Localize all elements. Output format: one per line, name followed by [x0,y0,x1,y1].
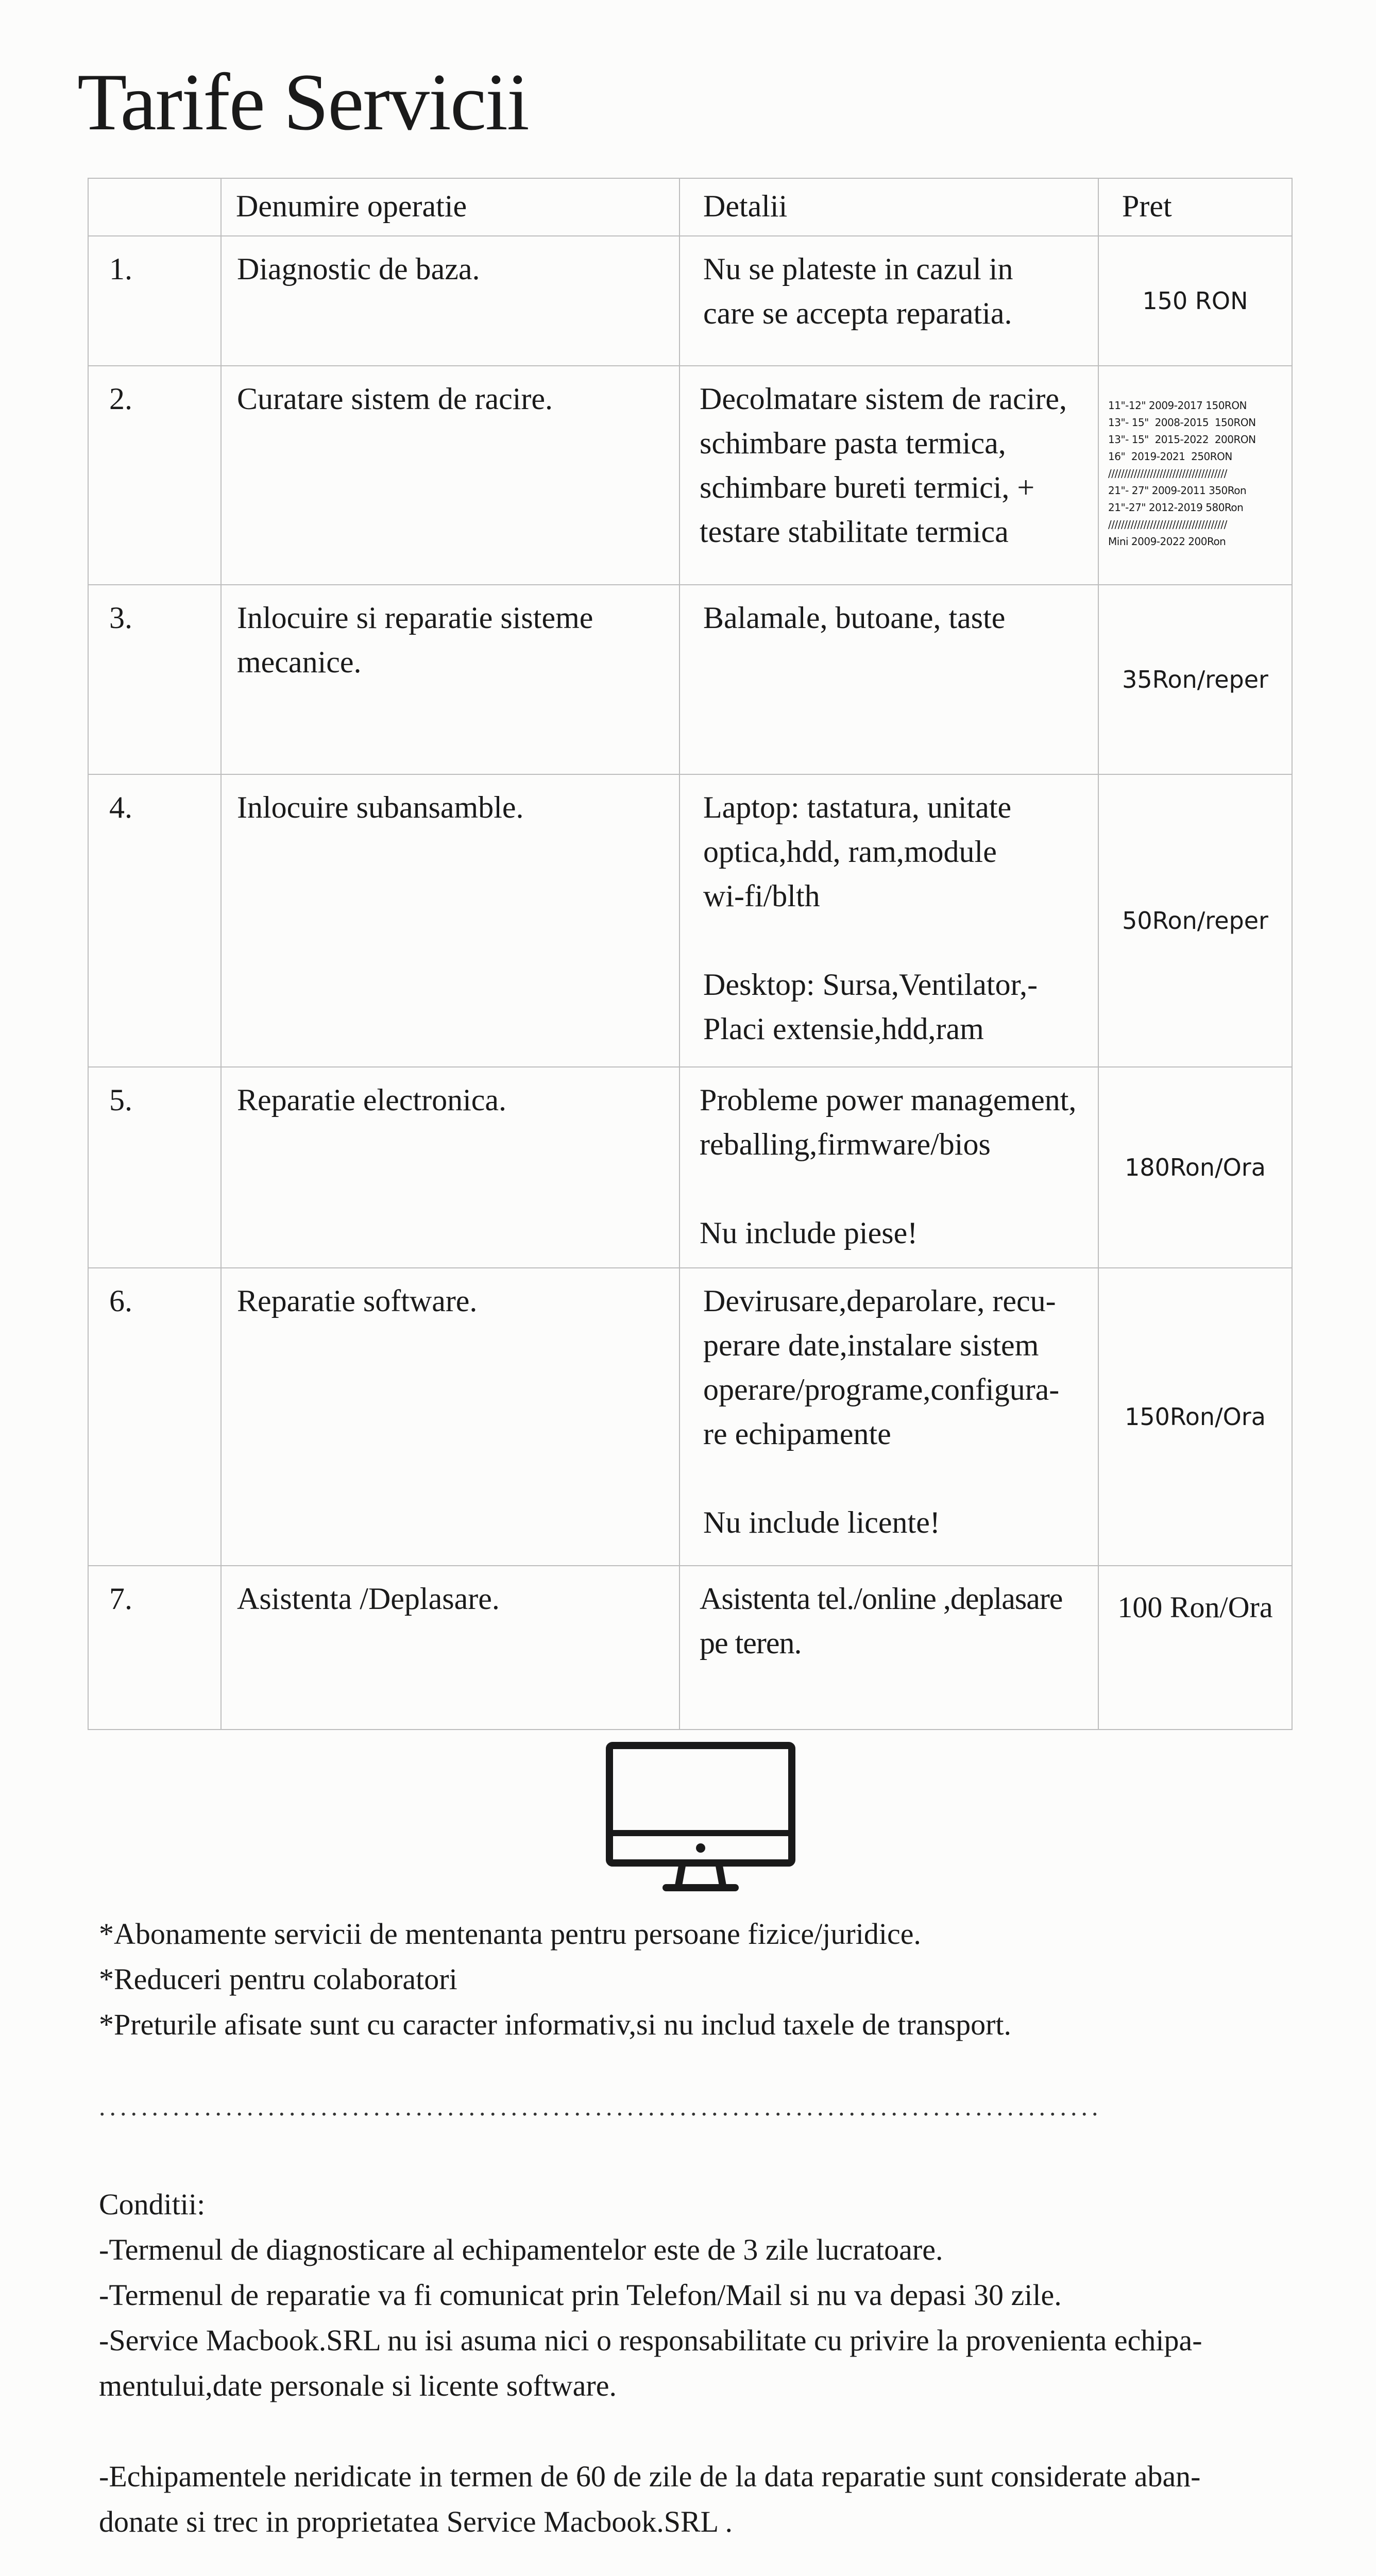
notes-block [99,1911,1310,2047]
operation-name: Diagnostic de baza. [221,236,679,366]
table-row [88,585,1292,774]
operation-name: Inlocuire subansamble. [221,774,679,1067]
row-number: 4. [88,774,221,1067]
dotted-separator: ............................................................................................... [99,2092,1102,2121]
condition-line: -Echipamentele neridicate in termen de 60 de zile de la data reparatie sunt considerate aban- [99,2460,1201,2493]
operation-details: Asistenta tel./online ,deplasare pe teren. [679,1566,1098,1730]
row-number: 5. [88,1067,221,1268]
table-row [88,1566,1292,1730]
operation-name: Inlocuire si reparatie sisteme mecanice. [221,585,679,774]
header-details: Detalii [679,178,1098,236]
operation-price: 150Ron/Ora [1098,1268,1292,1566]
note-line: *Abonamente servicii de mentenanta pentru persoane fizice/juridice. [99,1917,921,1951]
operation-details: Probleme power management, reballing,firmware/bios Nu include piese! [679,1067,1098,1268]
table-header-row [88,178,1292,236]
operation-details: Nu se plateste in cazul in care se accepta reparatia. [679,236,1098,366]
condition-line: mentului,date personale si licente software. [99,2369,617,2402]
note-line: *Reduceri pentru colaboratori [99,1962,457,1996]
operation-details: Decolmatare sistem de racire, schimbare pasta termica, schimbare bureti termici, + testare stabilitate termica [679,366,1098,585]
operation-price: 150 RON [1098,236,1292,366]
condition-line: -Termenul de reparatie va fi comunicat prin Telefon/Mail si nu va depasi 30 zile. [99,2278,1062,2312]
operation-price: 35Ron/reper [1098,585,1292,774]
table-row [88,774,1292,1067]
operation-name: Curatare sistem de racire. [221,366,679,585]
header-operation: Denumire operatie [221,178,679,236]
row-number: 7. [88,1566,221,1730]
header-price: Pret [1098,178,1292,236]
row-number: 2. [88,366,221,585]
operation-price: 50Ron/reper [1098,774,1292,1067]
table-row [88,1067,1292,1268]
operation-price-list: 11"-12" 2009-2017 150RON 13"- 15" 2008-2015 150RON 13"- 15" 2015-2022 200RON 16" 2019-2021 250RON ///////////////////////////////////// 21"- 27" 2009-2011 350Ron 21"-27" 2012-2019 580Ron ///////////////////////////////////// Mini 2009-2022 200Ron [1098,366,1292,585]
operation-name: Reparatie software. [221,1268,679,1566]
operation-price: 180Ron/Ora [1098,1067,1292,1268]
operation-name: Reparatie electronica. [221,1067,679,1268]
condition-line: -Service Macbook.SRL nu isi asuma nici o responsabilitate cu privire la provenienta echipa- [99,2324,1202,2357]
table-row [88,1268,1292,1566]
conditions-heading: Conditii: [99,2188,206,2221]
price-table [88,178,1293,1730]
page-title: Tarife Servicii [77,57,529,147]
conditions-block [99,2182,1294,2545]
operation-details: Devirusare,deparolare, recu- perare date,instalare sistem operare/programe,configura- re echipamente Nu include licente! [679,1268,1098,1566]
row-number: 6. [88,1268,221,1566]
operation-details: Laptop: tastatura, unitate optica,hdd, ram,module wi-fi/blth Desktop: Sursa,Ventilator,- Placi extensie,hdd,ram [679,774,1098,1067]
condition-line: donate si trec in proprietatea Service Macbook.SRL . [99,2505,733,2538]
note-line: *Preturile afisate sunt cu caracter informativ,si nu includ taxele de transport. [99,2008,1012,2041]
row-number: 1. [88,236,221,366]
operation-name: Asistenta /Deplasare. [221,1566,679,1730]
desktop-monitor-icon [605,1741,796,1896]
table-row [88,236,1292,366]
operation-price: 100 Ron/Ora [1098,1566,1292,1730]
condition-line: -Termenul de diagnosticare al echipamentelor este de 3 zile lucratoare. [99,2233,943,2266]
header-number [88,178,221,236]
row-number: 3. [88,585,221,774]
operation-details: Balamale, butoane, taste [679,585,1098,774]
table-row [88,366,1292,585]
